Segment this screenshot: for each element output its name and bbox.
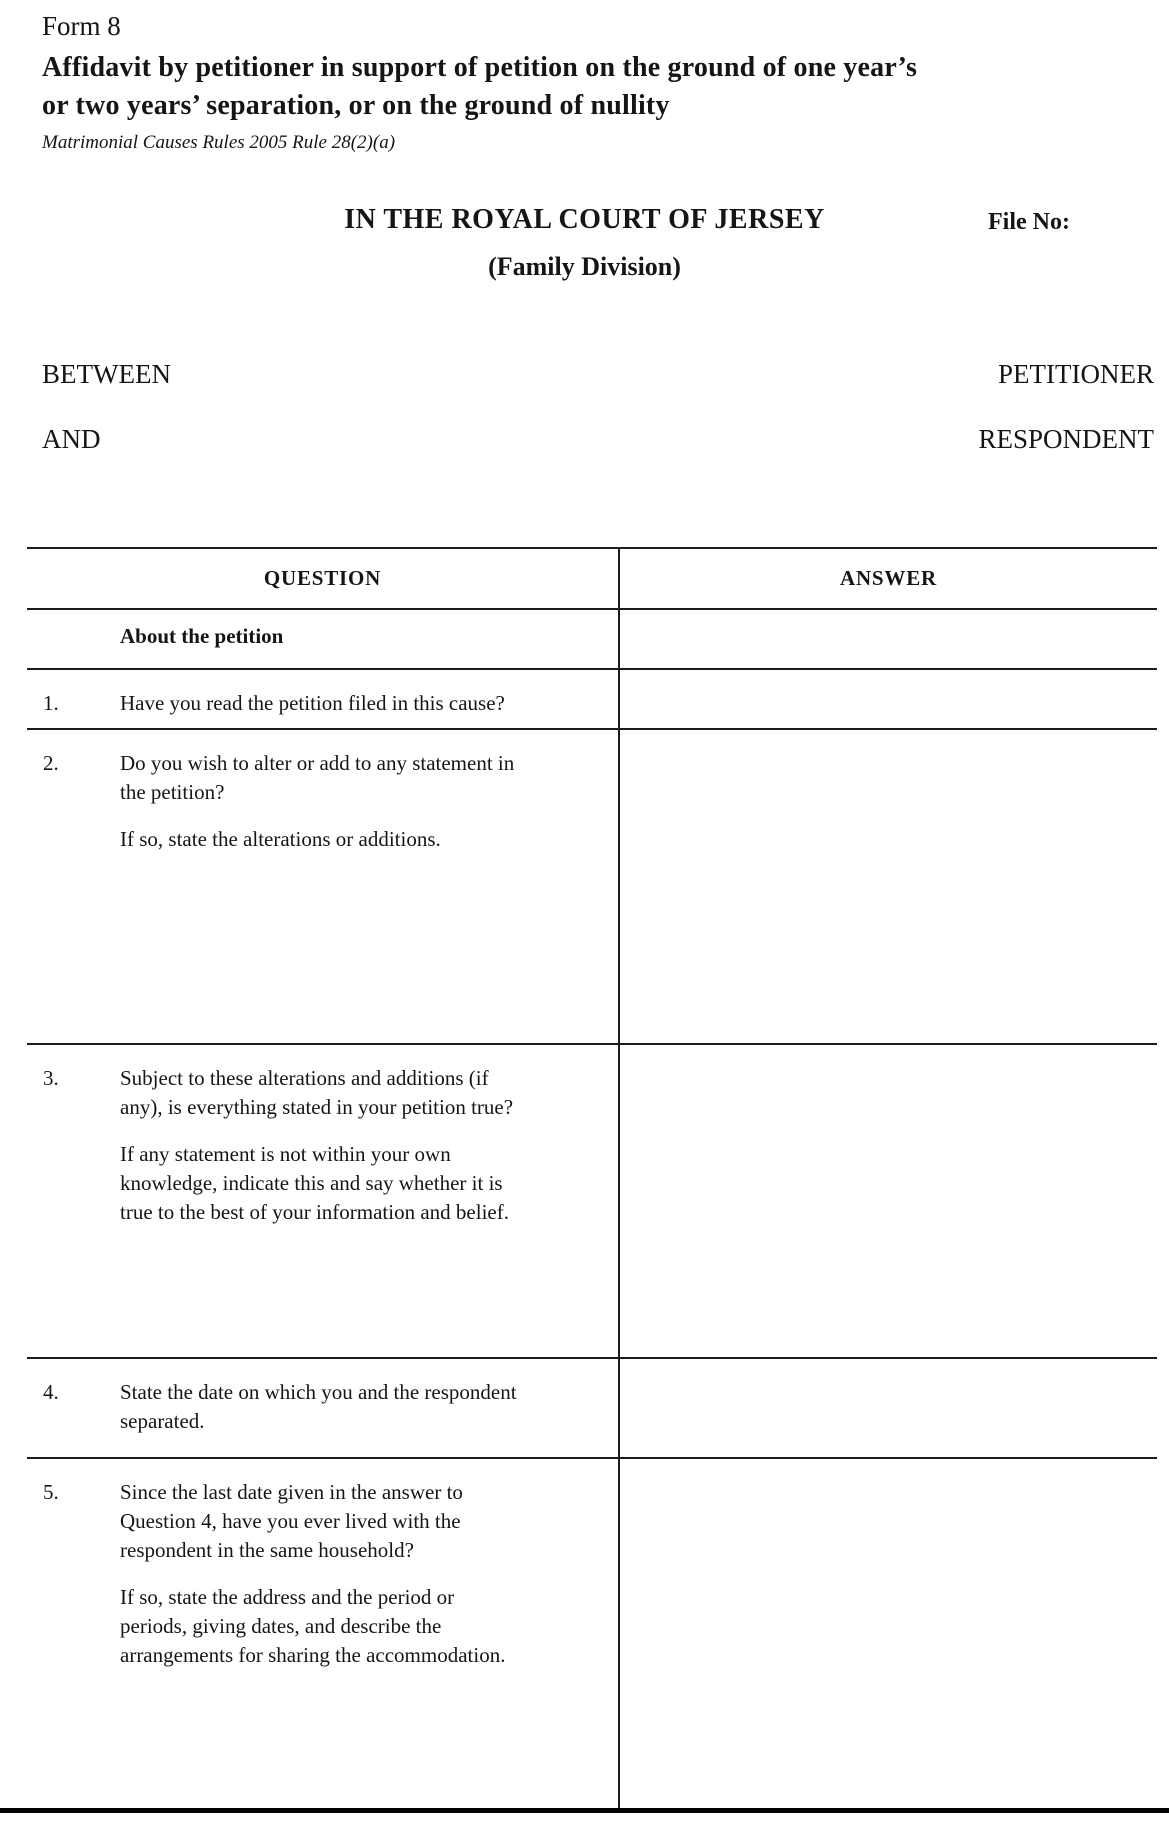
- answer-cell: [618, 1359, 1157, 1457]
- answer-cell: [618, 730, 1157, 1043]
- question-row-3: [27, 1043, 1157, 1357]
- question-number: 1.: [43, 691, 59, 715]
- question-text: [120, 1478, 604, 1670]
- and-label: AND: [42, 424, 101, 454]
- question-row-1: [27, 668, 1157, 728]
- question-number: 2.: [43, 751, 59, 775]
- between-label: BETWEEN: [42, 359, 171, 389]
- court-division: (Family Division): [488, 252, 681, 281]
- question-row-4: [27, 1357, 1157, 1457]
- question-paragraph: Do you wish to alter or add to any statement in the petition?: [120, 751, 515, 804]
- parties-and-row: [42, 423, 1154, 455]
- question-text: [120, 749, 604, 854]
- table-header-row: [27, 547, 1157, 608]
- form-title-line: Affidavit by petitioner in support of petition on the ground of one year’s: [42, 52, 918, 83]
- question-paragraph: If so, state the alterations or additions.: [120, 827, 441, 851]
- file-no-label: File No:: [988, 209, 1070, 235]
- question-paragraph: State the date on which you and the respondent separated.: [120, 1380, 517, 1433]
- section-heading: About the petition: [120, 624, 284, 648]
- respondent-label: RESPONDENT: [978, 424, 1154, 454]
- qa-table: [27, 547, 1157, 1810]
- question-paragraph: Since the last date given in the answer to Question 4, have you ever lived with the respondent in the same household?: [120, 1480, 463, 1562]
- answer-cell: [618, 610, 1157, 668]
- question-header: QUESTION: [263, 566, 382, 590]
- answer-cell: [618, 1459, 1157, 1810]
- form-title-line: or two years’ separation, or on the ground of nullity: [42, 90, 670, 121]
- question-paragraph: Subject to these alterations and additions (if any), is everything stated in your petition true?: [120, 1066, 514, 1119]
- question-row-5: [27, 1457, 1157, 1810]
- answer-cell: [618, 670, 1157, 728]
- form-title: [42, 49, 1052, 125]
- form-number: Form 8: [42, 11, 121, 41]
- question-paragraph: If so, state the address and the period or periods, giving dates, and describe the arrangements for sharing the accommodation.: [120, 1585, 506, 1667]
- question-text: [120, 1378, 604, 1436]
- rule-reference: Matrimonial Causes Rules 2005 Rule 28(2)(a): [42, 132, 396, 153]
- question-text: [120, 689, 604, 718]
- answer-cell: [618, 1045, 1157, 1357]
- question-paragraph: Have you read the petition filed in this cause?: [120, 691, 505, 715]
- parties-between-row: [42, 358, 1154, 390]
- section-heading-row: [27, 608, 1157, 668]
- question-number: 3.: [43, 1066, 59, 1090]
- question-paragraph: If any statement is not within your own knowledge, indicate this and say whether it is true to the best of your information and belief.: [120, 1142, 509, 1224]
- question-number: 5.: [43, 1480, 59, 1504]
- question-number: 4.: [43, 1380, 59, 1404]
- question-row-2: [27, 728, 1157, 1043]
- answer-header: ANSWER: [618, 549, 1157, 608]
- page-bottom-edge: [0, 1808, 1169, 1813]
- form-header: [42, 10, 1052, 154]
- petitioner-label: PETITIONER: [998, 359, 1154, 389]
- court-name: IN THE ROYAL COURT OF JERSEY: [344, 204, 825, 235]
- question-text: [120, 1064, 604, 1227]
